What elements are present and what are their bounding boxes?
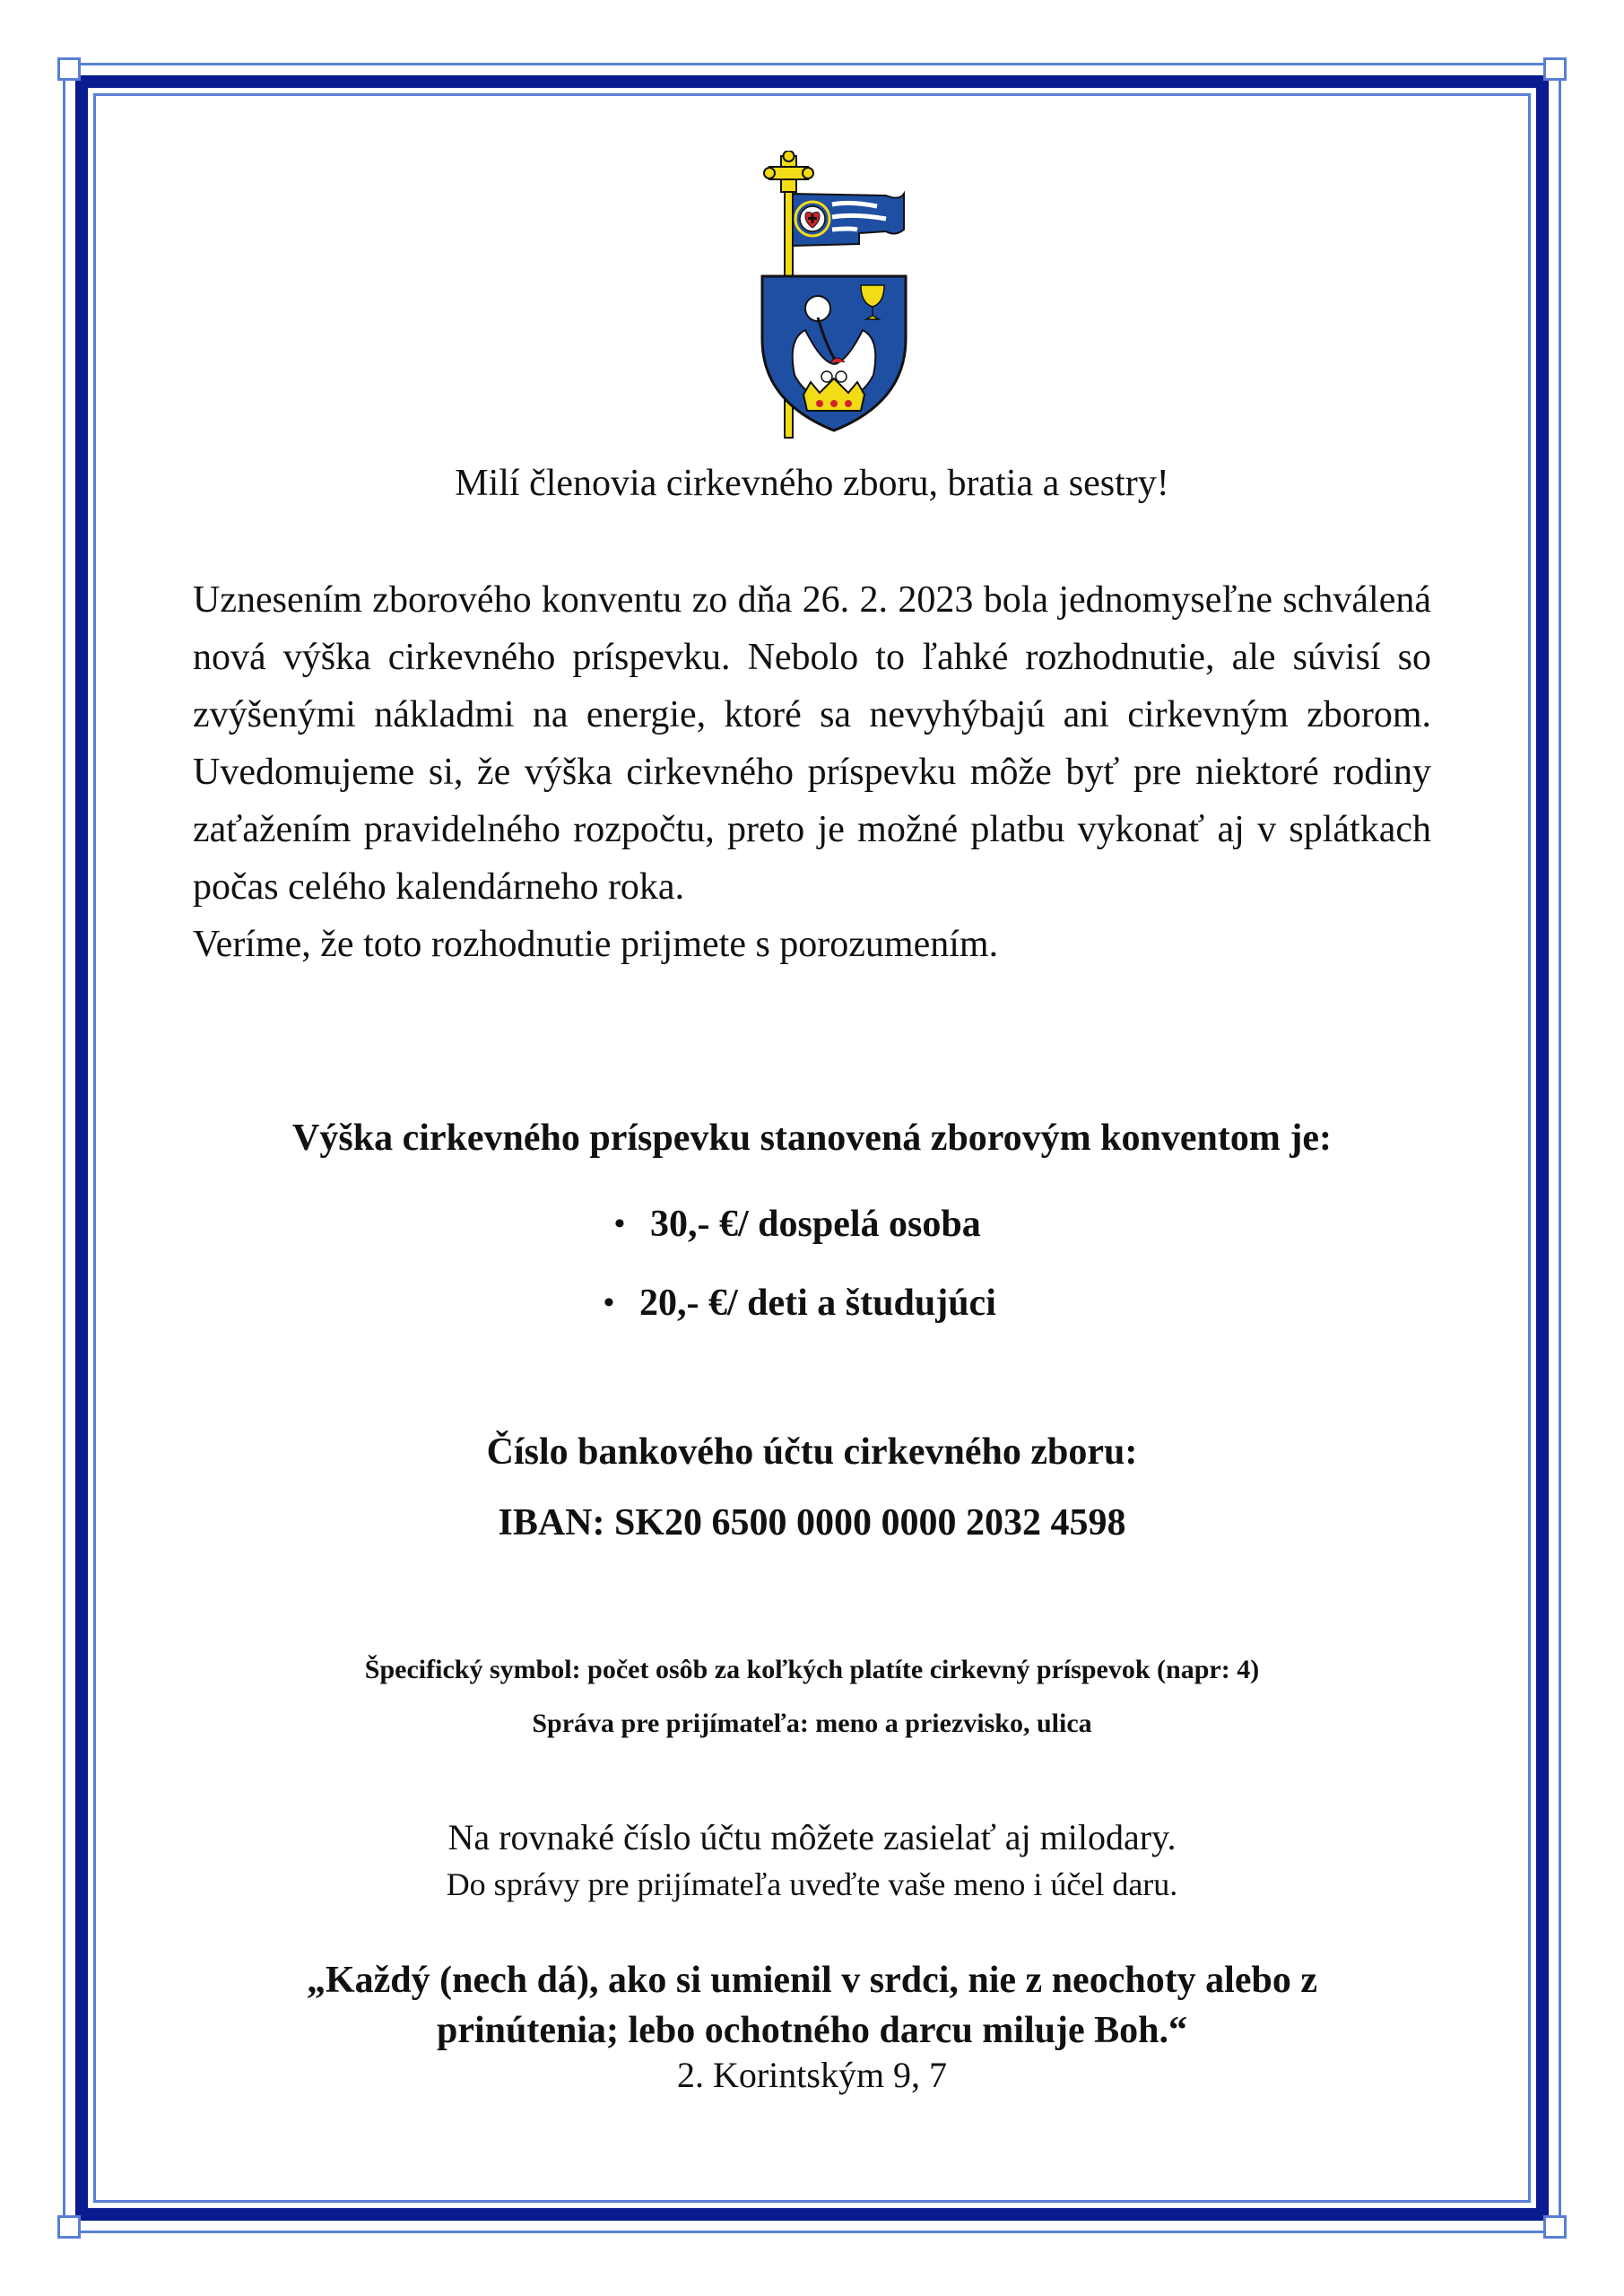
fee-item-children [587, 1276, 1215, 1355]
announcement-paragraph [193, 571, 1431, 973]
bible-reference: 2. Korintským 9, 7 [676, 2055, 948, 2095]
donation-line-2: Do správy pre prijímateľa uveďte vaše meno i účel daru. [446, 1866, 1178, 1902]
specific-symbol-note: Špecifický symbol: počet osôb za koľkých platíte cirkevný príspevok (napr: 4) [364, 1655, 1260, 1684]
donation-line-1: Na rovnaké číslo účtu môžete zasielať aj milodary. [447, 1817, 1177, 1857]
fee-text: 30,- €/ dospelá osoba [650, 1204, 981, 1245]
paragraph-closing: Veríme, že toto rozhodnutie prijmete s porozumením. [193, 924, 999, 965]
fee-item-adult [587, 1197, 1215, 1276]
bank-account-title: Číslo bankového účtu cirkevného zboru: [486, 1431, 1138, 1473]
bullet-icon: • [604, 1286, 614, 1319]
cross-top [764, 151, 813, 192]
crown-icon [803, 378, 864, 411]
fee-heading: Výška cirkevného príspevku stanovená zborovým konventom je: [292, 1118, 1332, 1159]
frame-corner-top-left [57, 57, 81, 81]
paragraph-body: Uznesením zborového konventu zo dňa 26. 2. 2023 bola jednomyseľne schválená nová výška cirkevného príspevku. Nebolo to ľahké rozhodnutie, ale súvisí so zvýšenými nákladmi na energie, ktoré sa nevyhýbajú ani cirkevným zborom. Uvedomujeme si, že výška cirkevného príspevku môže byť pre niektoré rodiny zaťažením pravidelného rozpočtu, preto je možné platbu vykonať aj v splátkach počas celého kalendárneho roka. [193, 579, 1431, 908]
recipient-message-note: Správa pre prijímateľa: meno a priezvisko, ulica [532, 1709, 1092, 1738]
greeting: Milí členovia cirkevného zboru, bratia a sestry! [455, 463, 1169, 504]
frame-corner-bottom-left [57, 2215, 81, 2239]
quote-line-1: „Každý (nech dá), ako si umienil v srdci, nie z neochoty alebo z [307, 1960, 1317, 2001]
quote-line-2: prinútenia; lebo ochotného darcu miluje Boh.“ [437, 2010, 1187, 2051]
luther-rose-icon [795, 202, 829, 236]
frame-corner-top-right [1543, 57, 1567, 81]
bible-quote [193, 1955, 1431, 2056]
fee-list [587, 1197, 1215, 1355]
church-coat-of-arms-logo [751, 151, 913, 447]
fee-text: 20,- €/ deti a študujúci [639, 1283, 996, 1324]
frame-corner-bottom-right [1543, 2215, 1567, 2239]
bullet-icon: • [614, 1207, 625, 1240]
iban: IBAN: SK20 6500 0000 0000 2032 4598 [498, 1502, 1126, 1544]
